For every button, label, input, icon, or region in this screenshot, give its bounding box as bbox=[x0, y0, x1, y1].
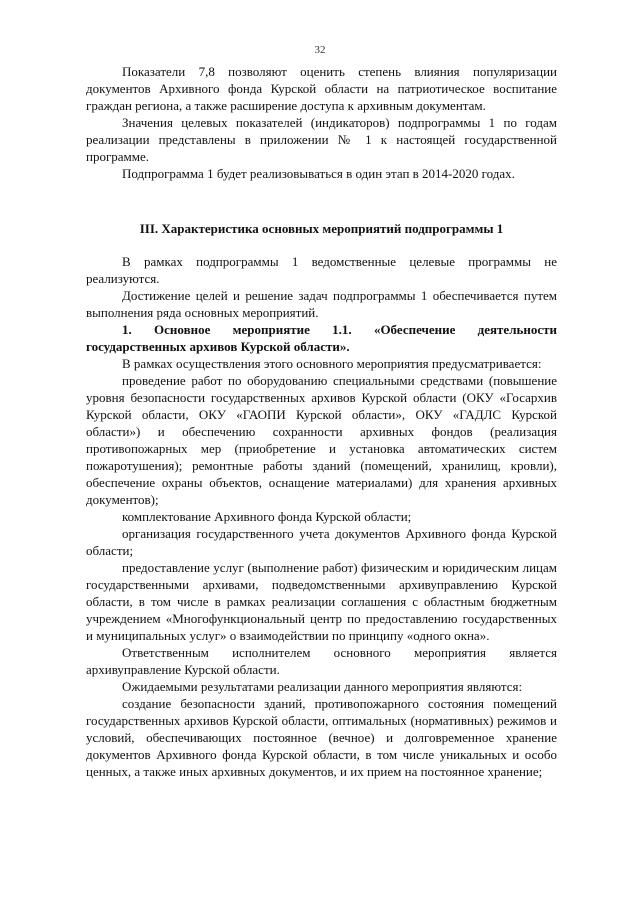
section-heading: III. Характеристика основных мероприятий подпрограммы 1 bbox=[139, 221, 504, 236]
paragraph-departmental-programs: В рамках подпрограммы 1 ведомственные целевые программы не реализуются. bbox=[86, 254, 557, 286]
document-body bbox=[86, 63, 557, 780]
list-item-equipment-works: проведение работ по оборудованию специальными средствами (повышение уровня безопасности государственных архивов Курской области (ОКУ «Госархив Курской области, ОКУ «ГАОПИ Курской области», ОКУ «ГАДЛС Курской области») и обеспечению сохранности архивных фондов (реализация противопожарных мер (приобретение и установка автоматических систем пожаротушения); ремонтные работы зданий (помещений, хранилищ, кровли), обеспечение охраны объектов, оснащение материалами) для хранения архивных документов); bbox=[86, 373, 557, 507]
paragraph-goal-achievement: Достижение целей и решение задач подпрограммы 1 обеспечивается путем выполнения ряда основных мероприятий. bbox=[86, 288, 557, 320]
paragraph-responsible-executor: Ответственным исполнителем основного мероприятия является архивуправление Курской области. bbox=[86, 645, 557, 677]
list-item-acquisition: комплектование Архивного фонда Курской области; bbox=[122, 509, 412, 524]
list-item-services: предоставление услуг (выполнение работ) физическим и юридическим лицам государственными архивами, подведомственными архивуправлению Курской области, в том числе в рамках реализации соглашения с областным бюджетным учреждением «Многофункциональный центр по предоставлению государственных и муниципальных услуг» о взаимодействии по принципу «одного окна». bbox=[86, 560, 557, 643]
page-number: 32 bbox=[314, 44, 326, 56]
list-item-state-accounting: организация государственного учета документов Архивного фонда Курской области; bbox=[86, 526, 557, 558]
paragraph-expected-results: Ожидаемыми результатами реализации данного мероприятия являются: bbox=[122, 679, 523, 694]
paragraph-activity-intro: В рамках осуществления этого основного мероприятия предусматривается: bbox=[122, 356, 542, 371]
subsection-heading: 1. Основное мероприятие 1.1. «Обеспечение деятельности государственных архивов Курской области». bbox=[86, 322, 557, 354]
paragraph-target-values: Значения целевых показателей (индикаторов) подпрограммы 1 по годам реализации представлены в приложении № 1 к настоящей государственной программе. bbox=[86, 115, 557, 164]
paragraph-implementation-period: Подпрограмма 1 будет реализовываться в один этап в 2014-2020 годах. bbox=[122, 166, 515, 181]
list-item-building-safety: создание безопасности зданий, противопожарного состояния помещений государственных архивов Курской области, оптимальных (нормативных) режимов и условий, обеспечивающих постоянное (вечное) и долговременное хранение документов Архивного фонда Курской области, в том числе уникальных и особо ценных, а также иных архивных документов, и их прием на постоянное хранение; bbox=[86, 696, 557, 779]
paragraph-indicators-7-8: Показатели 7,8 позволяют оценить степень влияния популяризации документов Архивного фонда Курской области на патриотическое воспитание граждан региона, а также расширение доступа к архивным документам. bbox=[86, 64, 557, 113]
